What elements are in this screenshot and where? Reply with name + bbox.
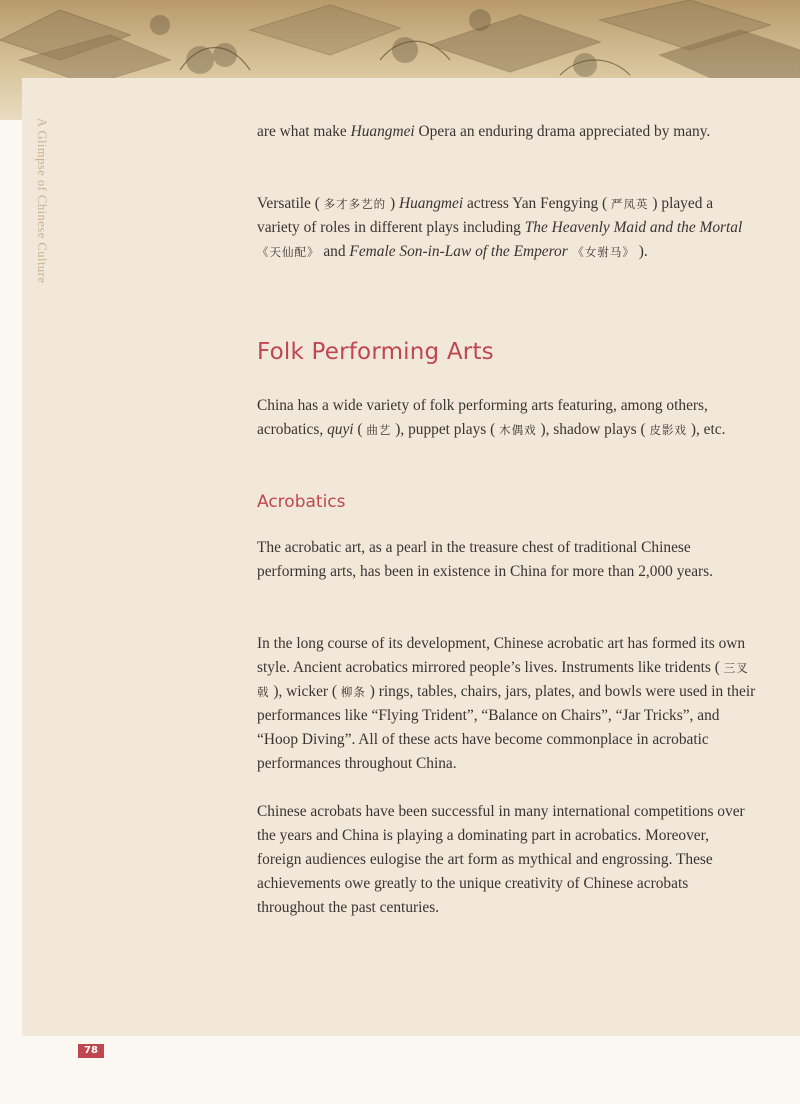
- paragraph-acrobatic-history: The acrobatic art, as a pearl in the treasure chest of traditional Chinese performing arts, has been in existence in China for more than 2,000 years.: [257, 539, 714, 580]
- running-book-title: A Glimpse of Chinese Culture: [35, 118, 49, 284]
- paragraph-yan-fengying: Versatile ( 多才多艺的 ) Huangmei actress Yan Fengying ( 严凤英 ) played a variety of roles in different plays including The Heavenly Maid and the Mortal 《天仙配》 and Female Son-in-Law of the Emperor 《女驸马》 ).: [257, 195, 743, 260]
- paragraph-huangmei-intro: are what make Huangmei Opera an enduring drama appreciated by many.: [257, 123, 711, 140]
- section-heading: Folk Performing Arts: [257, 339, 494, 365]
- paragraph-acrobat-success: Chinese acrobats have been successful in many international competitions over the years and China is playing a dominating part in acrobatics. Moreover, foreign audiences eulogise the art form as mythical and engrossing. These achievements owe greatly to the unique creativity of Chinese acrobats throughout the past centuries.: [257, 803, 745, 916]
- paragraph-folk-arts: China has a wide variety of folk performing arts featuring, among others, acrobatics, quyi ( 曲艺 ), puppet plays ( 木偶戏 ), shadow plays ( 皮影戏 ), etc.: [257, 397, 726, 438]
- paragraph-acrobatic-style: In the long course of its development, Chinese acrobatic art has formed its own style. Ancient acrobatics mirrored people’s lives. Instruments like tridents ( 三叉戟 ), wicker ( 柳条 ) rings, tables, chairs, jars, plates, and bowls were used in their performances like “Flying Trident”, “Balance on Chairs”, “Jar Tricks”, and “Hoop Diving”. All of these acts have become commonplace in acrobatic performances throughout China.: [257, 635, 756, 772]
- page-number: 78: [78, 1044, 104, 1058]
- subsection-heading: Acrobatics: [257, 492, 346, 512]
